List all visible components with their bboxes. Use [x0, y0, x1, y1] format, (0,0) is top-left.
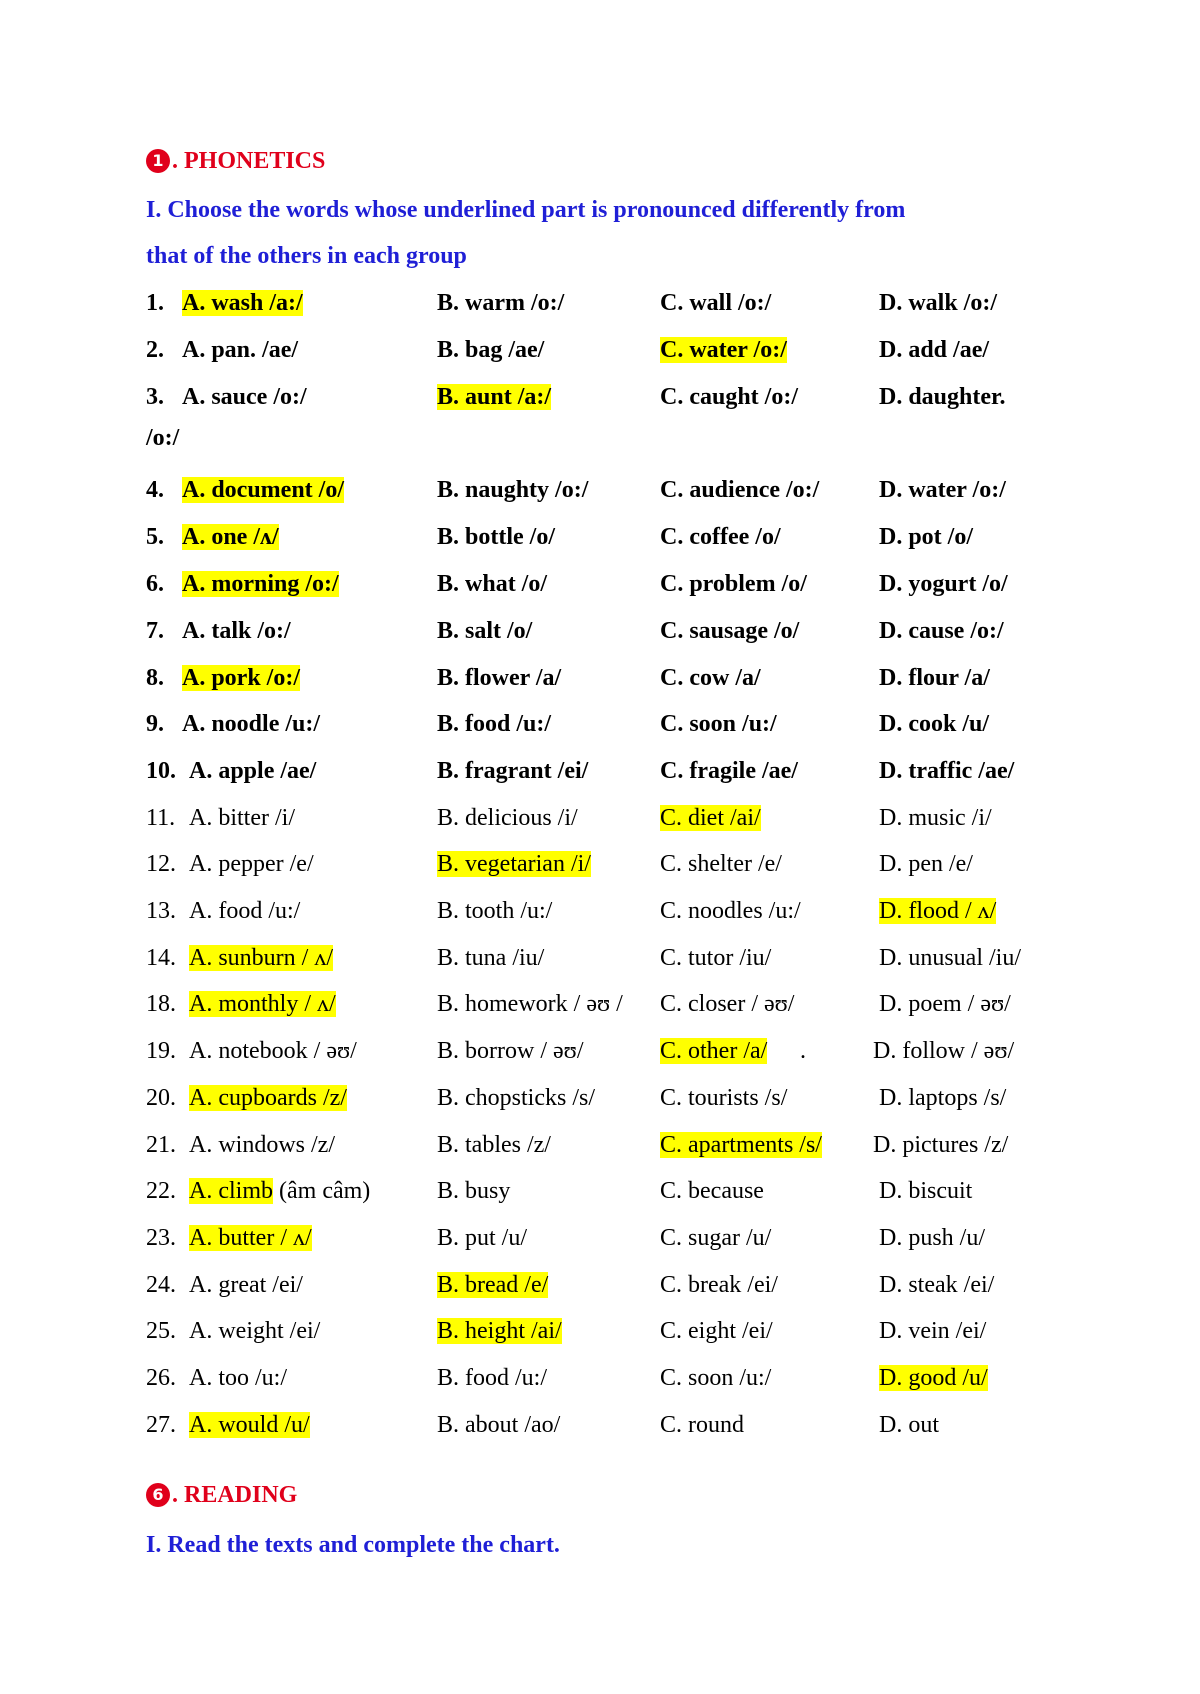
answer-text: D. water /o:/ — [879, 477, 1006, 503]
answer-text: B. bottle /o/ — [437, 524, 555, 550]
question-row — [0, 847, 1200, 881]
answer-text: C. because — [660, 1178, 764, 1204]
reading-instruction: I. Read the texts and complete the chart. — [146, 1532, 560, 1558]
answer-text: A. pepper /e/ — [189, 851, 314, 877]
question-number: 22. — [146, 1178, 176, 1204]
question-row — [0, 894, 1200, 928]
answer-option — [660, 1361, 771, 1395]
answer-option — [437, 380, 551, 414]
answer-text: A. notebook / əʊ/ — [189, 1038, 357, 1064]
highlighted-answer-text: C. water /o:/ — [660, 337, 787, 363]
question-row — [0, 801, 1200, 835]
answer-text: D. pot /o/ — [879, 524, 974, 550]
phonetics-instruction-line2: that of the others in each group — [146, 243, 467, 269]
answer-text: D. biscuit — [879, 1178, 973, 1204]
question-number: 20. — [146, 1085, 176, 1111]
answer-text: A. too /u:/ — [189, 1365, 288, 1391]
answer-option — [437, 614, 532, 648]
answer-option — [879, 1314, 986, 1348]
answer-option — [879, 1174, 972, 1208]
answer-text: A. weight /ei/ — [189, 1318, 321, 1344]
silent-letter-note: (âm câm) — [273, 1178, 371, 1204]
question-number: 1. — [146, 290, 164, 316]
highlighted-answer-text: A. sunburn / ʌ/ — [189, 945, 333, 971]
answer-option — [437, 1361, 547, 1395]
stray-period: . — [800, 1038, 806, 1064]
answer-option — [182, 473, 344, 507]
answer-text: D. flour /a/ — [879, 665, 990, 691]
answer-option — [182, 567, 339, 601]
answer-text: B. tables /z/ — [437, 1132, 551, 1158]
highlighted-answer-text: B. vegetarian /i/ — [437, 851, 591, 877]
answer-text: C. closer / əʊ/ — [660, 991, 795, 1017]
highlighted-answer-text: C. apartments /s/ — [660, 1132, 822, 1158]
answer-option — [189, 1128, 335, 1162]
answer-option — [437, 567, 547, 601]
question-row — [0, 380, 1200, 414]
section-number-badge: 1 — [146, 149, 170, 173]
answer-text: A. talk /o:/ — [182, 618, 291, 644]
answer-option — [879, 801, 992, 835]
highlighted-answer-text: A. climb — [189, 1178, 273, 1204]
question-row — [0, 1174, 1200, 1208]
highlighted-answer-text: A. cupboards /z/ — [189, 1085, 347, 1111]
answer-text: A. great /ei/ — [189, 1272, 303, 1298]
answer-text: A. sauce /o:/ — [182, 384, 307, 410]
answer-option — [660, 1081, 787, 1115]
answer-text: B. about /ao/ — [437, 1412, 561, 1438]
answer-text: B. salt /o/ — [437, 618, 533, 644]
highlighted-answer-text: A. morning /o:/ — [182, 571, 339, 597]
answer-option — [660, 1034, 767, 1068]
answer-option — [879, 473, 1006, 507]
answer-option — [182, 707, 320, 741]
answer-option — [879, 1221, 985, 1255]
answer-text: C. fragile /ae/ — [660, 758, 798, 784]
answer-option — [437, 473, 588, 507]
answer-option — [437, 941, 544, 975]
answer-text: C. shelter /e/ — [660, 851, 782, 877]
answer-text: C. sugar /u/ — [660, 1225, 772, 1251]
question-number: 12. — [146, 851, 176, 877]
answer-option — [189, 1314, 320, 1348]
answer-text: B. fragrant /ei/ — [437, 758, 589, 784]
answer-option — [189, 1034, 357, 1068]
answer-text: C. coffee /o/ — [660, 524, 781, 550]
question-row — [0, 473, 1200, 507]
answer-option — [189, 987, 336, 1021]
answer-option — [660, 1314, 773, 1348]
answer-text: B. tooth /u:/ — [437, 898, 553, 924]
answer-text: B. warm /o:/ — [437, 290, 565, 316]
answer-text: B. food /u:/ — [437, 711, 552, 737]
question-number: 9. — [146, 711, 164, 737]
question-row — [0, 661, 1200, 695]
question-row — [0, 1221, 1200, 1255]
answer-option — [879, 286, 997, 320]
question-number: 7. — [146, 618, 164, 644]
highlighted-answer-text: A. butter / ʌ/ — [189, 1225, 312, 1251]
answer-option — [437, 661, 561, 695]
answer-option — [189, 1408, 310, 1442]
answer-text: B. busy — [437, 1178, 511, 1204]
answer-option — [182, 614, 291, 648]
question-row — [0, 987, 1200, 1021]
answer-text: B. bag /ae/ — [437, 337, 545, 363]
answer-text: B. food /u:/ — [437, 1365, 548, 1391]
answer-option — [660, 941, 771, 975]
answer-text: B. delicious /i/ — [437, 805, 578, 831]
answer-text: A. apple /ae/ — [189, 758, 317, 784]
answer-option — [189, 1081, 347, 1115]
answer-text: C. problem /o/ — [660, 571, 807, 597]
answer-option — [189, 1174, 370, 1208]
question-number: 11. — [146, 805, 176, 831]
answer-option — [437, 1408, 560, 1442]
highlighted-answer-text: A. wash /a:/ — [182, 290, 303, 316]
question-row — [0, 614, 1200, 648]
question-number: 10. — [146, 758, 176, 784]
answer-option — [873, 1128, 1008, 1162]
highlighted-answer-text: D. good /u/ — [879, 1365, 988, 1391]
answer-text: D. pictures /z/ — [873, 1132, 1009, 1158]
phonetics-instruction-line1: I. Choose the words whose underlined part is pronounced differently from — [146, 197, 906, 223]
question-number: 8. — [146, 665, 164, 691]
answer-text: C. tutor /iu/ — [660, 945, 772, 971]
answer-option — [660, 661, 761, 695]
answer-option — [660, 567, 807, 601]
question-number: 13. — [146, 898, 176, 924]
answer-option — [182, 520, 279, 554]
answer-text: D. music /i/ — [879, 805, 992, 831]
answer-option — [879, 707, 989, 741]
question-row — [0, 567, 1200, 601]
answer-option — [660, 1128, 822, 1162]
question-number: 19. — [146, 1038, 176, 1064]
question-row — [0, 1408, 1200, 1442]
answer-option — [879, 1408, 939, 1442]
answer-text: B. what /o/ — [437, 571, 548, 597]
answer-option — [437, 894, 552, 928]
answer-option — [437, 1314, 562, 1348]
question-row — [0, 1128, 1200, 1162]
answer-option — [660, 1408, 744, 1442]
answer-option — [879, 333, 989, 367]
answer-text: D. laptops /s/ — [879, 1085, 1007, 1111]
answer-text: D. unusual /iu/ — [879, 945, 1021, 971]
answer-text: C. break /ei/ — [660, 1272, 778, 1298]
answer-text: D. daughter. — [879, 384, 1006, 410]
question-number: 2. — [146, 337, 164, 363]
answer-option — [879, 661, 990, 695]
answer-text: C. audience /o:/ — [660, 477, 820, 503]
answer-text: C. soon /u:/ — [660, 1365, 772, 1391]
answer-option — [660, 286, 771, 320]
highlighted-answer-text: B. bread /e/ — [437, 1272, 549, 1298]
answer-option — [437, 847, 591, 881]
question-row — [0, 1034, 1200, 1068]
question-row — [0, 707, 1200, 741]
answer-text: D. yogurt /o/ — [879, 571, 1008, 597]
answer-text: B. chopsticks /s/ — [437, 1085, 596, 1111]
answer-text: C. cow /a/ — [660, 665, 761, 691]
answer-option — [879, 614, 1004, 648]
answer-option — [437, 1221, 527, 1255]
answer-option — [437, 1174, 510, 1208]
answer-text: C. round — [660, 1412, 744, 1438]
question-row — [0, 333, 1200, 367]
answer-option — [437, 707, 551, 741]
answer-text: D. add /ae/ — [879, 337, 990, 363]
answer-text: B. tuna /iu/ — [437, 945, 545, 971]
answer-option — [189, 754, 316, 788]
answer-option — [437, 333, 544, 367]
answer-option — [660, 754, 798, 788]
answer-option — [189, 1221, 312, 1255]
answer-option — [879, 567, 1008, 601]
answer-option — [660, 1221, 771, 1255]
phonetics-title: . PHONETICS — [172, 148, 326, 174]
answer-option — [437, 1034, 583, 1068]
answer-text: B. borrow / əʊ/ — [437, 1038, 584, 1064]
answer-text: B. homework / əʊ / — [437, 991, 623, 1017]
highlighted-answer-text: A. one /ʌ/ — [182, 524, 279, 550]
answer-option — [437, 1268, 548, 1302]
answer-text: A. food /u:/ — [189, 898, 301, 924]
answer-option — [879, 1361, 988, 1395]
answer-text: C. tourists /s/ — [660, 1085, 788, 1111]
question-number: 4. — [146, 477, 164, 503]
question-number: 25. — [146, 1318, 176, 1344]
answer-text: D. cause /o:/ — [879, 618, 1004, 644]
answer-option — [879, 520, 973, 554]
reading-title: . READING — [172, 1482, 298, 1508]
question-row — [0, 1268, 1200, 1302]
question-row — [0, 1361, 1200, 1395]
answer-text: D. cook /u/ — [879, 711, 990, 737]
answer-text: A. pan. /ae/ — [182, 337, 299, 363]
answer-option — [879, 847, 973, 881]
highlighted-answer-text: A. pork /o:/ — [182, 665, 301, 691]
question-number: 26. — [146, 1365, 176, 1391]
question-number: 27. — [146, 1412, 176, 1438]
answer-text: C. noodles /u:/ — [660, 898, 801, 924]
question-number: 18. — [146, 991, 176, 1017]
answer-text: C. wall /o:/ — [660, 290, 772, 316]
answer-option — [660, 380, 798, 414]
question-row — [0, 1081, 1200, 1115]
answer-option — [189, 941, 333, 975]
answer-text: D. poem / əʊ/ — [879, 991, 1011, 1017]
answer-option — [437, 1081, 595, 1115]
answer-option — [660, 987, 794, 1021]
answer-text: D. vein /ei/ — [879, 1318, 987, 1344]
answer-text: B. flower /a/ — [437, 665, 562, 691]
answer-text: D. follow / əʊ/ — [873, 1038, 1015, 1064]
question-row — [0, 286, 1200, 320]
answer-option — [873, 1034, 1014, 1068]
answer-option — [189, 847, 314, 881]
answer-option — [437, 1128, 551, 1162]
phonetics-heading — [146, 148, 325, 175]
answer-option — [437, 754, 588, 788]
answer-option — [879, 894, 996, 928]
answer-option — [189, 1361, 287, 1395]
answer-option — [879, 380, 1005, 414]
answer-text: C. soon /u:/ — [660, 711, 777, 737]
answer-option — [660, 473, 819, 507]
question-number: 6. — [146, 571, 164, 597]
answer-text: B. naughty /o:/ — [437, 477, 589, 503]
question-number: 14. — [146, 945, 176, 971]
answer-option — [879, 754, 1014, 788]
answer-option — [879, 941, 1021, 975]
answer-text: C. sausage /o/ — [660, 618, 800, 644]
question-number: 24. — [146, 1272, 176, 1298]
answer-option — [182, 333, 298, 367]
answer-option — [189, 801, 295, 835]
answer-option — [660, 1268, 778, 1302]
highlighted-answer-text: A. would /u/ — [189, 1412, 310, 1438]
section-number-badge: 6 — [146, 1483, 170, 1507]
answer-text: C. caught /o:/ — [660, 384, 798, 410]
answer-text: A. windows /z/ — [189, 1132, 335, 1158]
highlighted-answer-text: A. document /o/ — [182, 477, 344, 503]
question-row — [0, 1314, 1200, 1348]
answer-option — [182, 380, 307, 414]
question-row — [0, 520, 1200, 554]
answer-option — [660, 707, 777, 741]
answer-option — [879, 1268, 994, 1302]
answer-option — [182, 286, 303, 320]
question-3-continuation: /o:/ — [146, 425, 180, 451]
answer-option — [879, 987, 1011, 1021]
answer-option — [660, 894, 801, 928]
answer-option — [879, 1081, 1006, 1115]
answer-option — [189, 894, 300, 928]
highlighted-answer-text: C. other /a/ — [660, 1038, 768, 1064]
question-number: 5. — [146, 524, 164, 550]
question-number: 21. — [146, 1132, 176, 1158]
answer-text: D. walk /o:/ — [879, 290, 998, 316]
answer-option — [437, 801, 578, 835]
answer-option — [660, 847, 782, 881]
question-number: 23. — [146, 1225, 176, 1251]
reading-heading — [146, 1482, 297, 1509]
question-row — [0, 941, 1200, 975]
answer-option — [660, 520, 781, 554]
answer-option — [660, 801, 761, 835]
answer-option — [660, 1174, 764, 1208]
answer-text: C. eight /ei/ — [660, 1318, 773, 1344]
highlighted-answer-text: A. monthly / ʌ/ — [189, 991, 336, 1017]
answer-option — [437, 286, 564, 320]
answer-option — [182, 661, 300, 695]
answer-text: A. noodle /u:/ — [182, 711, 321, 737]
answer-text: D. push /u/ — [879, 1225, 986, 1251]
answer-text: D. pen /e/ — [879, 851, 973, 877]
answer-text: D. traffic /ae/ — [879, 758, 1015, 784]
question-number: 3. — [146, 384, 164, 410]
answer-text: A. bitter /i/ — [189, 805, 295, 831]
answer-option — [437, 520, 555, 554]
answer-text: B. put /u/ — [437, 1225, 528, 1251]
answer-text: D. out — [879, 1412, 939, 1438]
answer-text: D. steak /ei/ — [879, 1272, 995, 1298]
question-row — [0, 754, 1200, 788]
highlighted-answer-text: B. height /ai/ — [437, 1318, 562, 1344]
answer-option — [660, 614, 799, 648]
answer-option — [437, 987, 623, 1021]
answer-option — [660, 333, 787, 367]
highlighted-answer-text: C. diet /ai/ — [660, 805, 761, 831]
highlighted-answer-text: D. flood / ʌ/ — [879, 898, 997, 924]
highlighted-answer-text: B. aunt /a:/ — [437, 384, 552, 410]
answer-option — [189, 1268, 303, 1302]
